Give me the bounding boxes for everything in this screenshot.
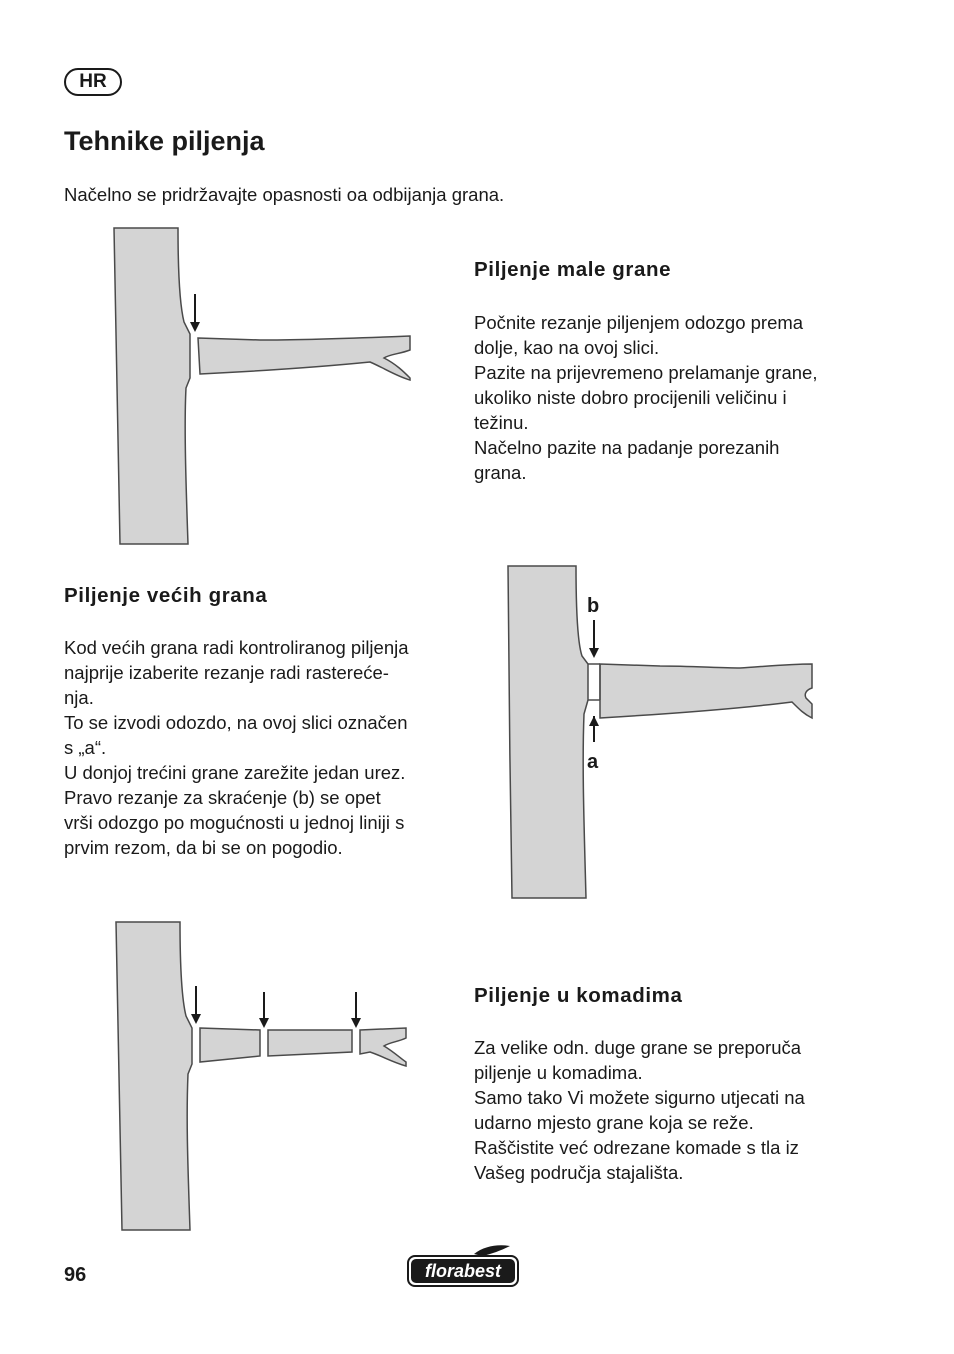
tree-trunk [508, 566, 588, 898]
figure-larger-branches [500, 564, 816, 900]
tree-trunk [114, 228, 190, 544]
section-text-larger-branches: Kod većih grana radi kontroliranog piljenja najprije izaberite rezanje radi rasterećе- nja. To se izvodi odozdo, na ovoj slici označen s „a“. U donjoj trećini grane zarežite jedan urez. Pravo rezanje za skraćenje (b) se opet vrši odozgo po mogućnosti u jednoj liniji s prvim rezom, da bi se on pogodio. [64, 637, 409, 858]
intro-text: Načelno se pridržavajte opasnosti oa odbijanja grana. [64, 184, 505, 205]
page-title: Tehnike piljenja [64, 126, 265, 156]
section-heading-larger-branches: Piljenje većih grana [64, 584, 268, 607]
section-text-small-branch: Počnite rezanje piljenjem odozgo prema dolje, kao na ovoj slici. Pazite na prijevremeno prelamanje grane, ukoliko niste dobro procijenili veličinu i težinu. Načelno pazite na padanje porezanih grana. [474, 312, 818, 483]
tree-trunk [116, 922, 192, 1230]
branch [198, 336, 410, 380]
brand-name: florabest [424, 1261, 502, 1281]
section-text-piecewise: Za velike odn. duge grane se preporuča piljenje u komadima. Samo tako Vi možete sigurno utjecati na udarno mjesto grane koja se reže. Raščistite već odrezane komade s tla iz Vašeg područja stajališta. [474, 1037, 805, 1183]
cut-arrow-icon [190, 294, 200, 332]
branch-piece-2 [268, 1030, 352, 1056]
figure-small-branch [100, 226, 412, 546]
leaf-icon [474, 1245, 510, 1256]
cut-arrow-3-icon [351, 992, 361, 1028]
brand-logo [406, 1244, 522, 1290]
branch-piece-1 [200, 1028, 260, 1062]
label-b: b [587, 595, 600, 617]
section-heading-small-branch: Piljenje male grane [474, 258, 672, 281]
label-a: a [587, 751, 599, 773]
cut-arrow-a-icon [589, 716, 599, 742]
cut-arrow-2-icon [259, 992, 269, 1028]
page-number: 96 [64, 1264, 87, 1286]
section-heading-piecewise: Piljenje u komadima [474, 984, 683, 1007]
cut-arrow-b-icon [589, 620, 599, 658]
branch-piece-3 [360, 1028, 406, 1066]
branch [600, 664, 812, 718]
language-badge: HR [64, 68, 122, 96]
cut-arrow-1-icon [191, 986, 201, 1024]
figure-piecewise [100, 920, 410, 1232]
